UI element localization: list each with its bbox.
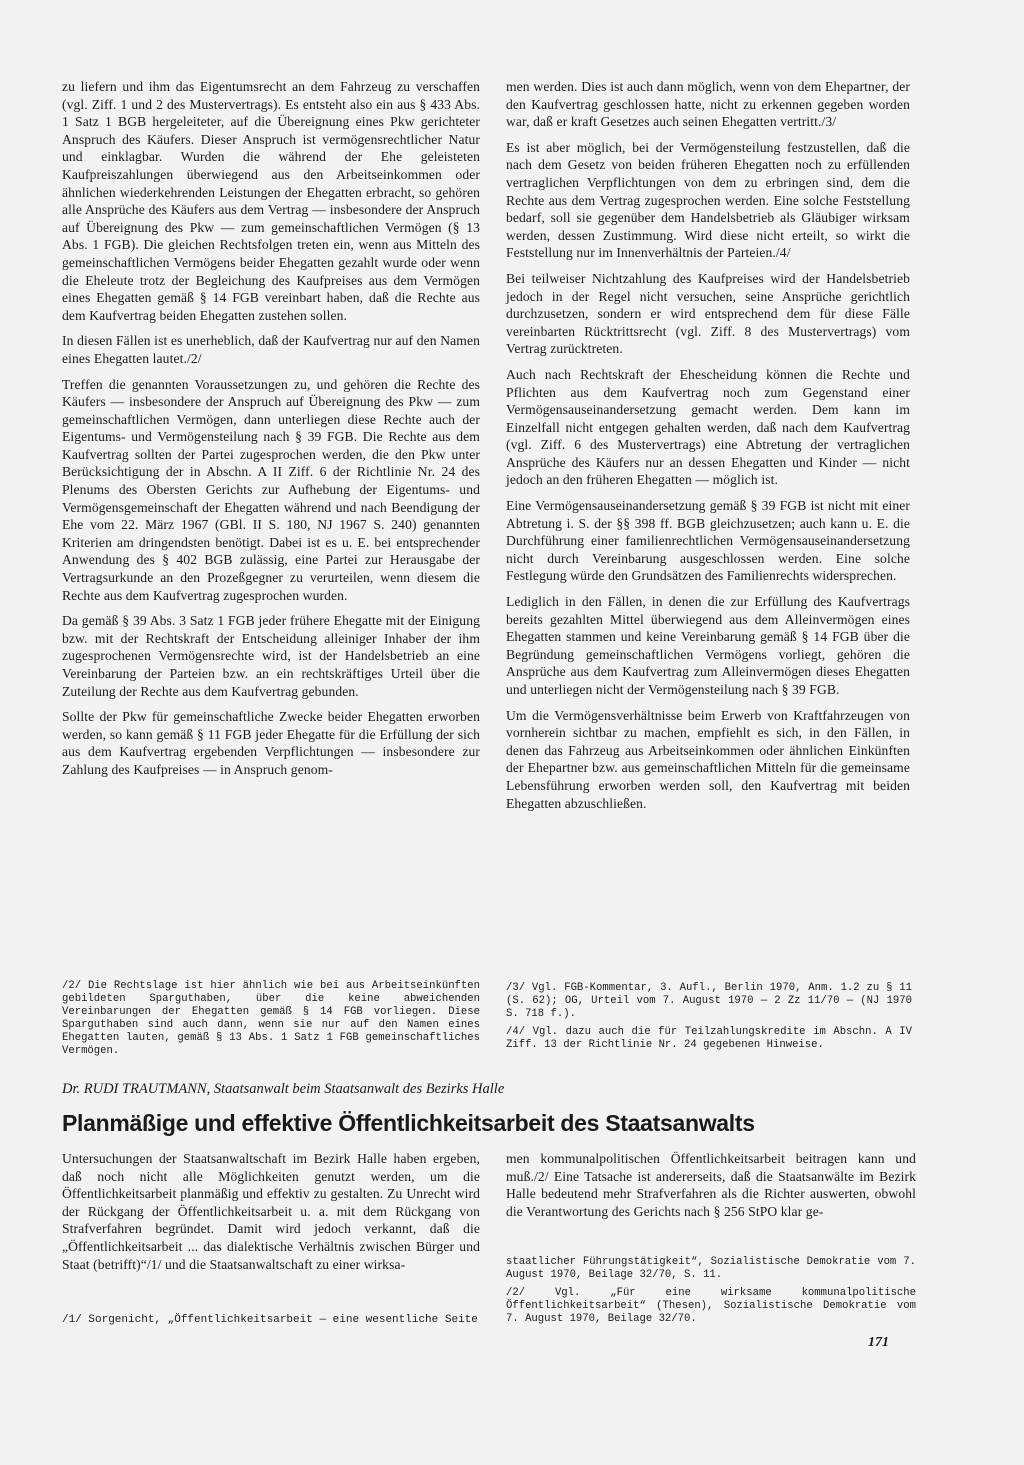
paragraph: Auch nach Rechtskraft der Ehescheidung können die Rechte und Pflichten aus dem Kaufvertrag noch zum Gegenstand einer Vermögensauseinandersetzung gemacht werden. Dem kann im Einzelfall nicht entgegen gehalten werden, daß nach dem Kaufvertrag (vgl. Ziff. 6 des Mustervertrags) eine Abtretung der vertraglichen Ansprüche des Käufers nur an dessen Ehegatten und Kinder — nicht jedoch an den früheren Ehegatten — möglich ist. [506, 366, 910, 488]
paragraph: Sollte der Pkw für gemeinschaftliche Zwecke beider Ehegatten erworben werden, so kann gemäß § 11 FGB jeder Ehegatte für die Erfüllung der sich aus dem Kaufvertrag ergebenden Verpflichtungen — insbesondere zur Zahlung des Kaufpreises — in Anspruch genom- [62, 709, 480, 777]
left-column-top [62, 78, 480, 787]
right-column-bottom [506, 1150, 916, 1228]
footnotes-left-top [62, 980, 480, 1063]
article-author: Dr. RUDI TRAUTMANN, Staatsanwalt beim Staatsanwalt des Bezirks Halle [62, 1081, 505, 1097]
footnote: /4/ Vgl. dazu auch die für Teilzahlungskredite im Abschn. A IV Ziff. 13 der Richtlinie Nr. 24 gegebenen Hinweise. [506, 1026, 912, 1051]
paragraph: Eine Vermögensauseinandersetzung gemäß § 39 FGB ist nicht mit einer Abtretung i. S. der §§ 398 ff. BGB gleichzusetzen; auch kann u. E. die Durchführung einer familienrechtlichen Vermögensauseinandersetzung nicht durch Vereinbarung ausgeschlossen werden. Eine solche Festlegung würde den Grundsätzen des Familienrechts widersprechen. [506, 498, 910, 584]
paragraph: Lediglich in den Fällen, in denen die zur Erfüllung des Kaufvertrags bereits gezahlten Mittel überwiegend aus dem Alleinvermögen eines Ehegatten stammen und keine Vereinbarung gemäß § 14 FGB über die Begründung gemeinschaftlichen Vermögens vorliegt, gehören die Ansprüche aus dem Kaufvertrag zum Alleinvermögen dieses Ehegatten und unterliegen nicht der Vermögensteilung nach § 39 FGB. [506, 594, 910, 697]
page-number: 171 [868, 1335, 889, 1350]
footnote: /2/ Vgl. „Für eine wirksame kommunalpolitische Öffentlichkeitsarbeit“ (Thesen), Sozialistische Demokratie vom 7. August 1970, Beilage 32/70. [506, 1287, 916, 1325]
article-title: Planmäßige und effektive Öffentlichkeitsarbeit des Staatsanwalts [62, 1110, 755, 1136]
footnote: /2/ Die Rechtslage ist hier ähnlich wie bei aus Arbeitseinkünften gebildeten Sparguthaben, über die keine abweichenden Vereinbarungen der Ehegatten gemäß § 14 FGB vorliegen. Diese Sparguthaben sind auch dann, wenn sie nur auf den Namen eines Ehegatten lauten, gemäß § 13 Abs. 1 Satz 1 FGB gemeinschaftliches Vermögen. [62, 980, 480, 1057]
footnotes-right-bottom [506, 1256, 916, 1331]
paragraph: men kommunalpolitischen Öffentlichkeitsarbeit beitragen kann und muß./2/ Eine Tatsache ist andererseits, daß die Staatsanwälte im Bezirk Halle bedeutend mehr Strafverfahren als die Richter auswerten, obwohl die Verantwortung des Gerichts nach § 256 StPO klar ge- [506, 1151, 916, 1219]
paragraph: Bei teilweiser Nichtzahlung des Kaufpreises wird der Handelsbetrieb jedoch in der Regel nicht versuchen, seine Ansprüche gerichtlich durchzusetzen, sondern er wird entsprechend dem für diese Fälle vereinbarten Rücktrittsrecht (vgl. Ziff. 8 des Mustervertrags) vom Vertrag zurücktreten. [506, 270, 910, 357]
paragraph: men werden. Dies ist auch dann möglich, wenn von dem Ehepartner, der den Kaufvertrag geschlossen hatte, nicht zu erkennen gegeben worden war, daß er kraft Gesetzes auch seinen Ehegatten vertritt./3/ [506, 79, 910, 130]
paragraph: Untersuchungen der Staatsanwaltschaft im Bezirk Halle haben ergeben, daß noch nicht alle Möglichkeiten genutzt werden, um die Öffentlichkeitsarbeit planmäßig und effektiv zu gestalten. Zu Unrecht wird der Rückgang der Öffentlichkeitsarbeit u. a. mit dem Rückgang von Strafverfahren begründet. Damit wird jedoch verkannt, daß die „Öffentlichkeitsarbeit ... das dialektische Verhältnis zwischen Bürger und Staat (betrifft)“/1/ und die Staatsanwaltschaft zu einer wirksa- [62, 1151, 480, 1272]
left-column-bottom [62, 1150, 480, 1281]
paragraph: Um die Vermögensverhältnisse beim Erwerb von Kraftfahrzeugen von vornherein sichtbar zu machen, empfiehlt es sich, in den Fällen, in denen das Fahrzeug aus Arbeitseinkommen oder ähnlichen Einkünften der Ehepartner bzw. aus gemeinschaftlichen Mitteln für die gemeinsame Lebensführung erworben werden soll, den Kaufvertrag mit beiden Ehegatten abzuschließen. [506, 707, 910, 811]
paragraph: Es ist aber möglich, bei der Vermögensteilung festzustellen, daß die nach dem Gesetz von beiden früheren Ehegatten noch zu erfüllenden vertraglichen Verpflichtungen von dem zu erbringen sind, dem die Rechte aus dem Vertrag zugesprochen werden. Eine solche Feststellung bedarf, soll sie gegenüber dem Handelsbetrieb als Gläubiger wirksam werden, dessen Zustimmung. Wird diese nicht erteilt, so wirkt die Feststellung nur im Innenverhältnis der Parteien./4/ [506, 139, 910, 261]
paragraph: Treffen die genannten Voraussetzungen zu, und gehören die Rechte des Käufers — insbesondere der Anspruch auf Übereignung des Pkw — zum gemeinschaftlichen Vermögen, dann unterliegen diese Rechte auch der Eigentums- und Vermögensteilung nach § 39 FGB. Die Rechte aus dem Kaufvertrag sollten der Partei zugesprochen werden, die den Pkw unter Berücksichtigung der in Abschn. A II Ziff. 6 der Richtlinie Nr. 24 des Plenums des Obersten Gerichts zur Aufhebung der Eigentums- und Vermögensgemeinschaft der Ehegatten während und nach Beendigung der Ehe vom 22. März 1967 (GBl. II S. 180, NJ 1967 S. 240) genannten Kriterien am dringendsten benötigt. Dabei ist es u. E. bei entsprechender Anwendung des § 402 BGB zulässig, eine Partei zur Herausgabe der Vertragsurkunde an den Prozeßgegner zu verurteilen, wenn diesem die Rechte aus dem Kaufvertrag zugesprochen wurden. [62, 376, 480, 603]
footnote: /1/ Sorgenicht, „Öffentlichkeitsarbeit — eine wesentliche Seite [62, 1314, 478, 1326]
paragraph: In diesen Fällen ist es unerheblich, daß der Kaufvertrag nur auf den Namen eines Ehegatten lautet./2/ [62, 333, 480, 366]
footnotes-left-bottom [62, 1314, 480, 1332]
paragraph: zu liefern und ihm das Eigentumsrecht an dem Fahrzeug zu verschaffen (vgl. Ziff. 1 und 2 des Mustervertrags). Es entsteht also ein aus § 433 Abs. 1 Satz 1 BGB hergeleiteter, auf die Übereignung eines Pkw gerichteter Anspruch des Käufers. Dieser Anspruch ist vermögensrechtlicher Natur und einklagbar. Wurden die während der Ehe geleisteten Kaufpreiszahlungen überwiegend aus den Arbeitseinkommen oder ähnlichen wiederkehrenden Leistungen der Ehegatten erbracht, so gehören alle Ansprüche des Käufers aus dem Vertrag — insbesondere der Anspruch auf Übereignung des Pkw — zum gemeinschaftlichen Vermögen (§ 13 Abs. 1 FGB). Die gleichen Rechtsfolgen treten ein, wenn aus Mitteln des gemeinschaftlichen Vermögens beider Ehegatten gezahlt wurde oder wenn die Eheleute trotz der Begleichung des Kaufpreises aus dem Vermögen eines Ehegatten gemäß § 14 FGB vereinbart haben, daß die Rechte aus dem Kaufvertrag beiden Ehegatten zustehen sollen. [62, 79, 480, 323]
footnote: /3/ Vgl. FGB-Kommentar, 3. Aufl., Berlin 1970, Anm. 1.2 zu § 11 (S. 62); OG, Urteil vom 7. August 1970 — 2 Zz 11/70 — (NJ 1970 S. 718 f.). [506, 982, 912, 1020]
footnote: staatlicher Führungstätigkeit“, Sozialistische Demokratie vom 7. August 1970, Beilage 32/70, S. 11. [506, 1256, 916, 1281]
footnotes-right-top [506, 982, 912, 1057]
paragraph: Da gemäß § 39 Abs. 3 Satz 1 FGB jeder frühere Ehegatte mit der Einigung bzw. mit der Rechtskraft der Entscheidung alleiniger Inhaber der ihm zugesprochenen Vermögensrechte wird, ist der Handelsbetrieb an eine Vereinbarung der Parteien bzw. an ein rechtskräftiges Urteil über die Zuteilung der Rechte aus dem Kaufvertrag gebunden. [62, 613, 480, 699]
right-column-top [506, 78, 910, 820]
